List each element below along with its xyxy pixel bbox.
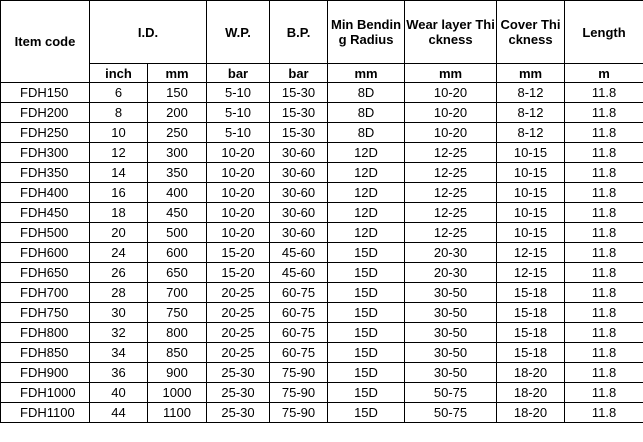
cell-wp: 20-25: [207, 303, 270, 323]
cell-item-code: FDH600: [1, 243, 90, 263]
cell-cover-thickness: 12-15: [497, 243, 565, 263]
cell-length: 11.8: [565, 403, 643, 423]
unit-cell: inch: [90, 64, 148, 83]
table-row: [1, 183, 643, 203]
cell-length: 11.8: [565, 143, 643, 163]
cell-wear-layer-thickness: 30-50: [405, 363, 497, 383]
cell-item-code: FDH850: [1, 343, 90, 363]
unit-cell: m: [565, 64, 643, 83]
cell-id-mm: 900: [148, 363, 207, 383]
cell-cover-thickness: 18-20: [497, 383, 565, 403]
table-row: [1, 263, 643, 283]
cell-bp: 30-60: [270, 163, 328, 183]
cell-id-inch: 26: [90, 263, 148, 283]
table-row: [1, 123, 643, 143]
cell-cover-thickness: 15-18: [497, 283, 565, 303]
cell-id-inch: 16: [90, 183, 148, 203]
header-length: Length: [565, 1, 643, 64]
cell-id-mm: 800: [148, 323, 207, 343]
table-row: [1, 163, 643, 183]
cell-cover-thickness: 10-15: [497, 163, 565, 183]
cell-item-code: FDH800: [1, 323, 90, 343]
cell-bp: 15-30: [270, 123, 328, 143]
cell-length: 11.8: [565, 183, 643, 203]
cell-item-code: FDH300: [1, 143, 90, 163]
cell-id-inch: 24: [90, 243, 148, 263]
cell-item-code: FDH700: [1, 283, 90, 303]
cell-wear-layer-thickness: 20-30: [405, 243, 497, 263]
table-row: [1, 403, 643, 423]
cell-wp: 20-25: [207, 343, 270, 363]
cell-wp: 10-20: [207, 223, 270, 243]
cell-id-inch: 8: [90, 103, 148, 123]
cell-wear-layer-thickness: 30-50: [405, 323, 497, 343]
cell-length: 11.8: [565, 163, 643, 183]
cell-min-bending-radius: 15D: [328, 243, 405, 263]
cell-length: 11.8: [565, 383, 643, 403]
cell-item-code: FDH350: [1, 163, 90, 183]
table-row: [1, 83, 643, 103]
header-cover-thickness: Cover Thickness: [497, 1, 565, 64]
cell-id-mm: 400: [148, 183, 207, 203]
header-bp: B.P.: [270, 1, 328, 64]
unit-cell: bar: [207, 64, 270, 83]
cell-wp: 20-25: [207, 323, 270, 343]
cell-id-mm: 200: [148, 103, 207, 123]
cell-length: 11.8: [565, 283, 643, 303]
cell-wear-layer-thickness: 10-20: [405, 83, 497, 103]
header-id: I.D.: [90, 1, 207, 64]
cell-min-bending-radius: 15D: [328, 403, 405, 423]
cell-id-mm: 1100: [148, 403, 207, 423]
table-row: [1, 303, 643, 323]
unit-cell: mm: [328, 64, 405, 83]
cell-item-code: FDH250: [1, 123, 90, 143]
cell-min-bending-radius: 8D: [328, 103, 405, 123]
cell-min-bending-radius: 12D: [328, 163, 405, 183]
cell-cover-thickness: 15-18: [497, 343, 565, 363]
cell-id-inch: 36: [90, 363, 148, 383]
cell-cover-thickness: 8-12: [497, 103, 565, 123]
cell-cover-thickness: 18-20: [497, 403, 565, 423]
cell-cover-thickness: 10-15: [497, 143, 565, 163]
table-row: [1, 203, 643, 223]
cell-length: 11.8: [565, 83, 643, 103]
cell-id-mm: 250: [148, 123, 207, 143]
cell-bp: 75-90: [270, 403, 328, 423]
cell-item-code: FDH450: [1, 203, 90, 223]
header-min-bending-radius: Min Bending Radius: [328, 1, 405, 64]
cell-length: 11.8: [565, 103, 643, 123]
cell-wear-layer-thickness: 50-75: [405, 403, 497, 423]
cell-min-bending-radius: 15D: [328, 343, 405, 363]
cell-length: 11.8: [565, 303, 643, 323]
cell-id-mm: 700: [148, 283, 207, 303]
cell-min-bending-radius: 12D: [328, 183, 405, 203]
cell-wp: 5-10: [207, 83, 270, 103]
cell-item-code: FDH750: [1, 303, 90, 323]
cell-id-mm: 450: [148, 203, 207, 223]
cell-min-bending-radius: 15D: [328, 323, 405, 343]
cell-length: 11.8: [565, 323, 643, 343]
cell-cover-thickness: 10-15: [497, 203, 565, 223]
cell-id-inch: 30: [90, 303, 148, 323]
table-row: [1, 143, 643, 163]
cell-id-mm: 750: [148, 303, 207, 323]
cell-wear-layer-thickness: 20-30: [405, 263, 497, 283]
cell-id-mm: 350: [148, 163, 207, 183]
header-item-code: Item code: [1, 1, 90, 83]
cell-item-code: FDH150: [1, 83, 90, 103]
table-row: [1, 243, 643, 263]
cell-cover-thickness: 8-12: [497, 123, 565, 143]
cell-min-bending-radius: 15D: [328, 303, 405, 323]
cell-wear-layer-thickness: 30-50: [405, 343, 497, 363]
cell-wear-layer-thickness: 12-25: [405, 223, 497, 243]
cell-id-inch: 20: [90, 223, 148, 243]
cell-wear-layer-thickness: 12-25: [405, 143, 497, 163]
cell-id-inch: 14: [90, 163, 148, 183]
cell-wp: 15-20: [207, 263, 270, 283]
cell-length: 11.8: [565, 343, 643, 363]
cell-id-inch: 12: [90, 143, 148, 163]
cell-item-code: FDH650: [1, 263, 90, 283]
cell-min-bending-radius: 8D: [328, 123, 405, 143]
cell-wp: 10-20: [207, 143, 270, 163]
cell-min-bending-radius: 15D: [328, 383, 405, 403]
cell-min-bending-radius: 15D: [328, 283, 405, 303]
cell-min-bending-radius: 12D: [328, 203, 405, 223]
cell-min-bending-radius: 12D: [328, 143, 405, 163]
cell-bp: 60-75: [270, 323, 328, 343]
cell-wp: 5-10: [207, 103, 270, 123]
cell-item-code: FDH500: [1, 223, 90, 243]
cell-bp: 30-60: [270, 143, 328, 163]
unit-cell: mm: [497, 64, 565, 83]
header-wp: W.P.: [207, 1, 270, 64]
cell-wp: 25-30: [207, 363, 270, 383]
cell-bp: 30-60: [270, 183, 328, 203]
cell-id-mm: 650: [148, 263, 207, 283]
cell-item-code: FDH400: [1, 183, 90, 203]
cell-item-code: FDH200: [1, 103, 90, 123]
cell-item-code: FDH1100: [1, 403, 90, 423]
cell-wear-layer-thickness: 50-75: [405, 383, 497, 403]
unit-cell: mm: [148, 64, 207, 83]
cell-wp: 10-20: [207, 203, 270, 223]
table-row: [1, 323, 643, 343]
table-body: [1, 83, 643, 423]
cell-length: 11.8: [565, 203, 643, 223]
cell-min-bending-radius: 8D: [328, 83, 405, 103]
table-row: [1, 223, 643, 243]
cell-cover-thickness: 10-15: [497, 223, 565, 243]
cell-id-mm: 150: [148, 83, 207, 103]
cell-id-inch: 44: [90, 403, 148, 423]
header-row: [1, 1, 643, 64]
cell-wp: 25-30: [207, 403, 270, 423]
cell-wp: 10-20: [207, 183, 270, 203]
cell-id-inch: 34: [90, 343, 148, 363]
table-row: [1, 283, 643, 303]
cell-wp: 5-10: [207, 123, 270, 143]
table-row: [1, 383, 643, 403]
cell-min-bending-radius: 15D: [328, 263, 405, 283]
cell-id-inch: 18: [90, 203, 148, 223]
table-row: [1, 343, 643, 363]
cell-length: 11.8: [565, 363, 643, 383]
cell-length: 11.8: [565, 223, 643, 243]
cell-wp: 10-20: [207, 163, 270, 183]
cell-wear-layer-thickness: 10-20: [405, 123, 497, 143]
cell-bp: 60-75: [270, 283, 328, 303]
cell-bp: 30-60: [270, 203, 328, 223]
units-row: [1, 64, 643, 83]
table-row: [1, 363, 643, 383]
cell-wp: 20-25: [207, 283, 270, 303]
cell-length: 11.8: [565, 243, 643, 263]
cell-bp: 75-90: [270, 383, 328, 403]
cell-id-inch: 28: [90, 283, 148, 303]
cell-id-inch: 6: [90, 83, 148, 103]
cell-wear-layer-thickness: 30-50: [405, 283, 497, 303]
cell-wp: 25-30: [207, 383, 270, 403]
cell-id-mm: 850: [148, 343, 207, 363]
unit-cell: bar: [270, 64, 328, 83]
cell-bp: 45-60: [270, 243, 328, 263]
cell-id-inch: 32: [90, 323, 148, 343]
cell-item-code: FDH900: [1, 363, 90, 383]
cell-id-mm: 1000: [148, 383, 207, 403]
cell-bp: 75-90: [270, 363, 328, 383]
table-header: [1, 1, 643, 83]
cell-length: 11.8: [565, 123, 643, 143]
cell-min-bending-radius: 12D: [328, 223, 405, 243]
cell-cover-thickness: 15-18: [497, 323, 565, 343]
cell-bp: 60-75: [270, 343, 328, 363]
cell-wear-layer-thickness: 12-25: [405, 183, 497, 203]
cell-wear-layer-thickness: 30-50: [405, 303, 497, 323]
cell-id-mm: 300: [148, 143, 207, 163]
table-row: [1, 103, 643, 123]
cell-item-code: FDH1000: [1, 383, 90, 403]
cell-id-mm: 600: [148, 243, 207, 263]
cell-bp: 30-60: [270, 223, 328, 243]
cell-bp: 45-60: [270, 263, 328, 283]
cell-id-inch: 10: [90, 123, 148, 143]
cell-wear-layer-thickness: 12-25: [405, 163, 497, 183]
cell-min-bending-radius: 15D: [328, 363, 405, 383]
cell-bp: 15-30: [270, 83, 328, 103]
cell-wp: 15-20: [207, 243, 270, 263]
cell-wear-layer-thickness: 12-25: [405, 203, 497, 223]
cell-cover-thickness: 15-18: [497, 303, 565, 323]
cell-cover-thickness: 18-20: [497, 363, 565, 383]
cell-wear-layer-thickness: 10-20: [405, 103, 497, 123]
cell-bp: 15-30: [270, 103, 328, 123]
cell-cover-thickness: 12-15: [497, 263, 565, 283]
cell-bp: 60-75: [270, 303, 328, 323]
cell-id-inch: 40: [90, 383, 148, 403]
cell-cover-thickness: 10-15: [497, 183, 565, 203]
header-wear-layer-thickness: Wear layer Thickness: [405, 1, 497, 64]
unit-cell: mm: [405, 64, 497, 83]
cell-id-mm: 500: [148, 223, 207, 243]
cell-length: 11.8: [565, 263, 643, 283]
cell-cover-thickness: 8-12: [497, 83, 565, 103]
